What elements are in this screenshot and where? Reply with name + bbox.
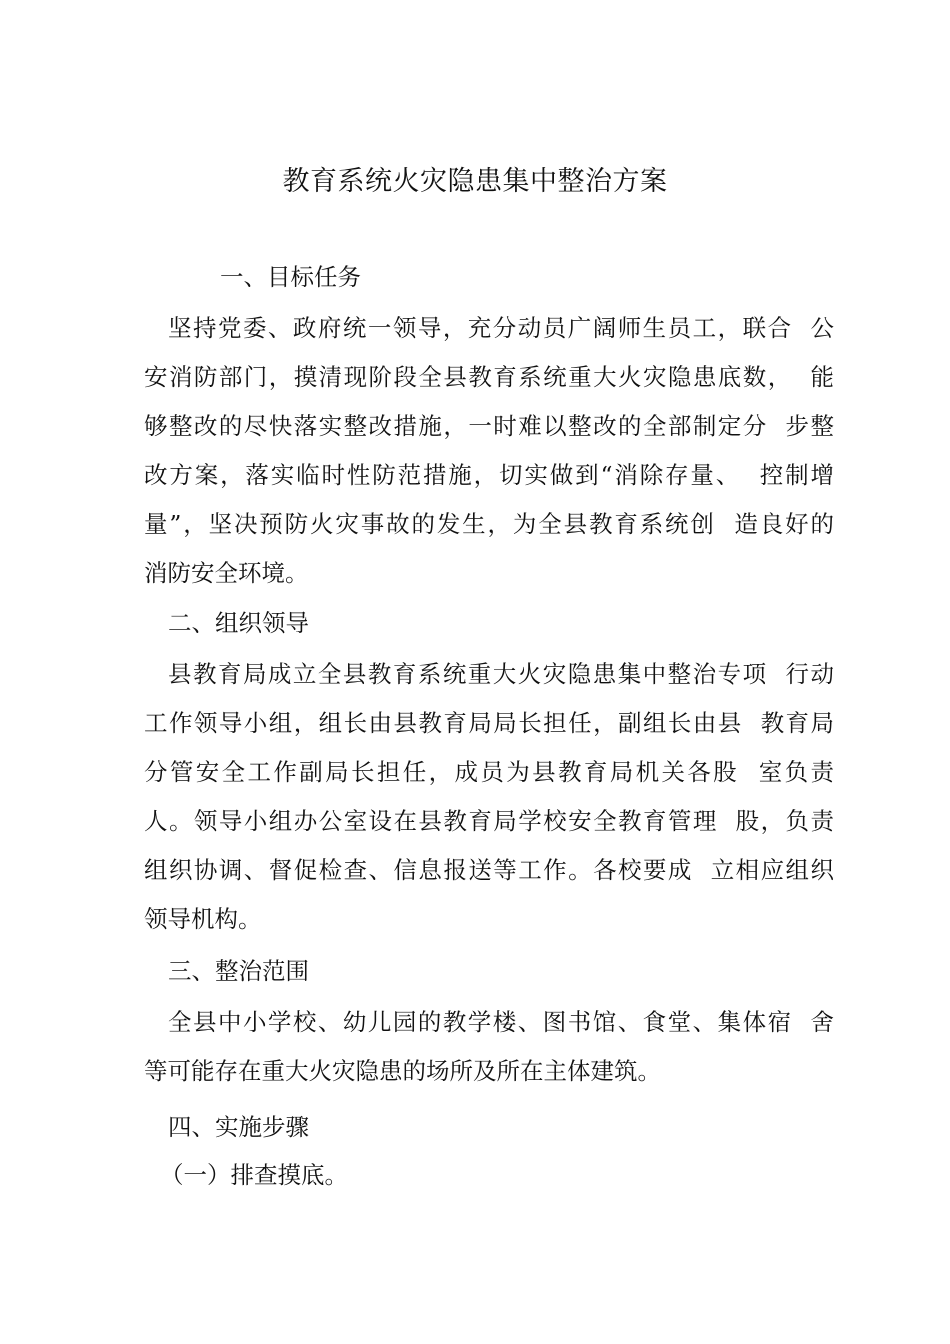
- paragraph-line: 坚持党委、政府统一领导，充分动员广阔师生员工，联合 公: [168, 314, 834, 342]
- section-heading: 三、整治范围: [168, 957, 309, 985]
- paragraph-line: 等可能存在重大火灾隐患的场所及所在主体建筑。: [144, 1057, 661, 1085]
- paragraph-line: 组织协调、督促检查、信息报送等工作。各校要成 立相应组织: [144, 856, 834, 884]
- paragraph-line: 县教育局成立全县教育系统重大火灾隐患集中整治专项 行动: [168, 660, 834, 688]
- paragraph-line: 够整改的尽快落实整改措施，一时难以整改的全部制定分 步整: [144, 412, 834, 440]
- paragraph-line: 安消防部门，摸清现阶段全县教育系统重大火灾隐患底数， 能: [144, 363, 834, 391]
- section-heading: 四、实施步骤: [168, 1113, 309, 1141]
- paragraph-line: 工作领导小组，组长由县教育局局长担任，副组长由县 教育局: [144, 709, 834, 737]
- paragraph-line: 改方案，落实临时性防范措施，切实做到“消除存量、 控制增: [144, 461, 834, 489]
- paragraph-line: 全县中小学校、幼儿园的教学楼、图书馆、食堂、集体宿 舍: [168, 1008, 834, 1036]
- paragraph-line: 消防安全环境。: [144, 559, 309, 587]
- section-heading: 一、目标任务: [220, 263, 361, 291]
- document-title: 教育系统火灾隐患集中整治方案: [282, 166, 668, 197]
- paragraph-line: 人。领导小组办公室设在县教育局学校安全教育管理 股，负责: [144, 807, 834, 835]
- section-heading: 二、组织领导: [168, 609, 309, 637]
- section-paragraph: [144, 304, 834, 598]
- subsection-heading: （一）排查摸底。: [160, 1161, 348, 1189]
- paragraph-line: 分管安全工作副局长担任，成员为县教育局机关各股 室负责: [144, 758, 834, 786]
- section-paragraph: [144, 650, 834, 944]
- paragraph-line: 量”，坚决预防火灾事故的发生，为全县教育系统创 造良好的: [144, 510, 834, 538]
- paragraph-line: 领导机构。: [144, 905, 262, 933]
- section-paragraph: [144, 998, 834, 1096]
